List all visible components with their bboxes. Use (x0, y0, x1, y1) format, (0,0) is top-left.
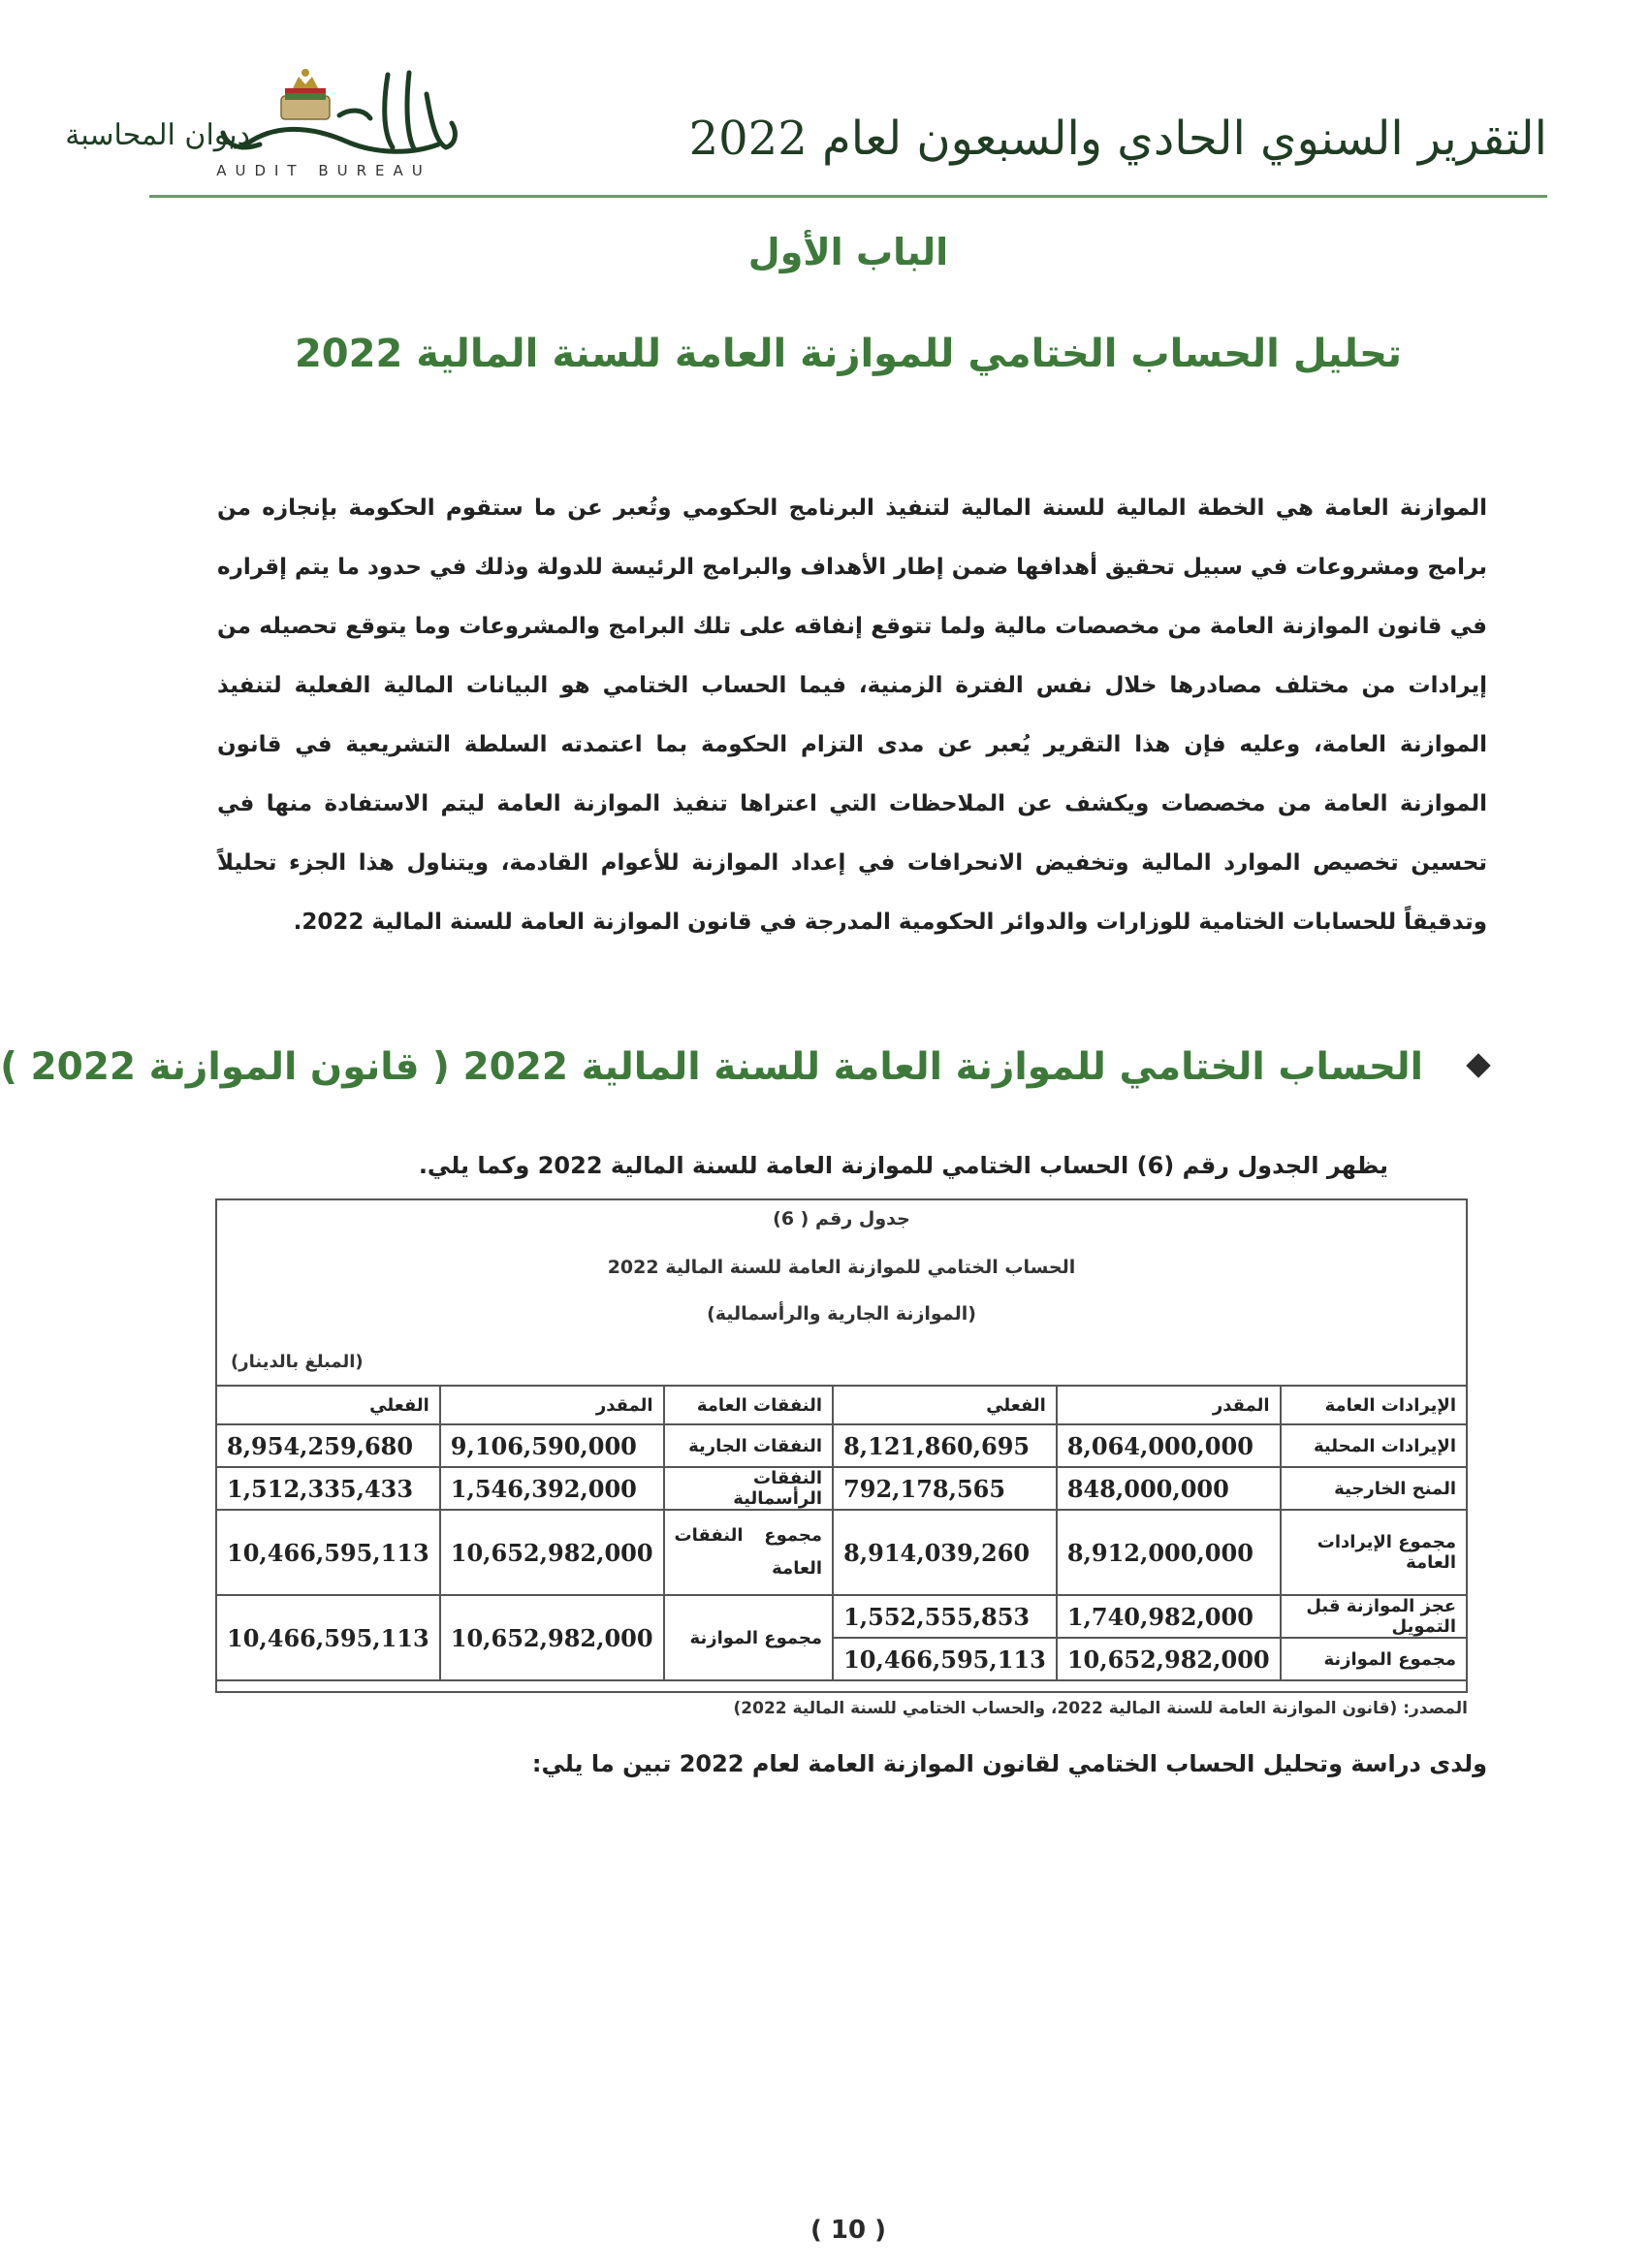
header-exp-estimated: المقدر (440, 1386, 664, 1424)
rev-total-actual: 10,466,595,113 (833, 1638, 1057, 1680)
svg-text:ديوان المحاسبة: ديوان المحاسبة (65, 118, 250, 152)
page-number: ( 10 ) (809, 2216, 887, 2245)
table-subtitle: (الموازنة الجارية والرأسمالية) (707, 1303, 976, 1325)
intro-paragraph: الموازنة العامة هي الخطة المالية للسنة المالية لتنفيذ البرنامج الحكومي وتُعبر عن ما ستقوم الحكومة بإنجازه من برامج ومشروعات في سبيل تحقيق أهدافها ضمن إطار الأهداف والبرامج الرئيسة للدولة وذلك في حدود ما يتم إقراره في قانون الموازنة العامة من مخصصات مالية ولما تتوقع إنفاقه على تلك البرامج والمشروعات وما يتوقع تحصيله من إيرادات من مختلف مصادرها خلال نفس الفترة الزمنية، فيما الحساب الختامي هو البيانات المالية الفعلية لتنفيذ الموازنة العامة، وعليه فإن هذا التقرير يُعبر عن مدى التزام الحكومة بما اعتمدته السلطة التشريعية في قانون الموازنة العامة من مخصصات ويكشف عن الملاحظات التي اعتراها تنفيذ الموازنة العامة ليتم الاستفادة منها في تحسين تخصيص الموارد المالية وتخفيض الانحرافات في إعداد الموازنة للأعوام القادمة، ويتناول هذا الجزء تحليلاً وتدقيقاً للحسابات الختامية للوزارات والدوائر الحكومية المدرجة في قانون الموازنة العامة للسنة المالية 2022. (217, 495, 1487, 935)
exp-estimated: 10,652,982,000 (440, 1510, 664, 1595)
exp-estimated: 1,546,392,000 (440, 1467, 664, 1510)
header-expenditures: النفقات العامة (664, 1386, 834, 1424)
rev-total-label: مجموع الموازنة (1281, 1638, 1467, 1680)
chapter-label: الباب الأول (747, 231, 949, 273)
rev-total-estimated: 10,652,982,000 (1057, 1638, 1281, 1680)
rev-label: المنح الخارجية (1281, 1467, 1467, 1510)
table-header-row (216, 1386, 1467, 1424)
rev-estimated: 8,912,000,000 (1057, 1510, 1281, 1595)
budget-data-table (215, 1385, 1468, 1681)
section-heading (0, 1045, 1487, 1113)
chapter-title: تحليل الحساب الختامي للموازنة العامة للسنة المالية 2022 (294, 332, 1403, 376)
logo-subtitle: AUDIT BUREAU (216, 162, 431, 179)
exp-actual: 10,466,595,113 (216, 1510, 440, 1595)
crown-emblem-icon (281, 69, 330, 119)
header-rev-estimated: المقدر (1057, 1386, 1281, 1424)
closing-line: ولدى دراسة وتحليل الحساب الختامي لقانون الموازنة العامة لعام 2022 تبين ما يلي: (531, 1750, 1487, 1777)
budget-table (215, 1198, 1468, 1693)
exp-label: النفقات الرأسمالية (664, 1467, 834, 1510)
table-name: الحساب الختامي للموازنة العامة للسنة المالية 2022 (607, 1257, 1076, 1278)
exp-actual: 1,512,335,433 (216, 1467, 440, 1510)
header-revenues: الإيرادات العامة (1281, 1386, 1467, 1424)
exp-total-label: مجموع الموازنة (664, 1595, 834, 1680)
table-source: المصدر: (قانون الموازنة العامة للسنة المالية 2022، والحساب الختامي للسنة المالية 2022) (733, 1699, 1468, 1718)
rev-actual: 792,178,565 (833, 1467, 1057, 1510)
report-title: التقرير السنوي الحادي والسبعون لعام 2022 (688, 112, 1547, 166)
header-rev-actual: الفعلي (833, 1386, 1057, 1424)
rev-estimated: 8,064,000,000 (1057, 1424, 1281, 1467)
table-row (216, 1510, 1467, 1595)
table-row-deficit (216, 1595, 1467, 1638)
rev-label: مجموع الإيرادات العامة (1281, 1510, 1467, 1595)
rev-actual: 8,914,039,260 (833, 1510, 1057, 1595)
page-header (65, 53, 1547, 197)
exp-label: مجموع النفقات العامة (664, 1510, 834, 1595)
exp-label: النفقات الجارية (664, 1424, 834, 1467)
deficit-actual: 1,552,555,853 (833, 1595, 1057, 1638)
exp-total-actual: 10,466,595,113 (216, 1595, 440, 1680)
calligraphy-icon (223, 73, 455, 151)
table-unit: (المبلغ بالدينار) (231, 1352, 364, 1372)
header-divider (149, 195, 1547, 198)
table-row (216, 1424, 1467, 1467)
table-intro: يظهر الجدول رقم (6) الحساب الختامي للموازنة العامة للسنة المالية 2022 وكما يلي. (418, 1152, 1388, 1179)
rev-actual: 8,121,860,695 (833, 1424, 1057, 1467)
rev-label: الإيرادات المحلية (1281, 1424, 1467, 1467)
exp-total-estimated: 10,652,982,000 (440, 1595, 664, 1680)
deficit-label: عجز الموازنة قبل التمويل (1281, 1595, 1467, 1638)
section-heading-text: الحساب الختامي للموازنة العامة للسنة المالية 2022 ( قانون الموازنة 2022 ) (0, 1045, 1423, 1089)
diamond-bullet-icon (1466, 1053, 1490, 1077)
table-caption: جدول رقم ( 6) (773, 1208, 910, 1230)
table-row (216, 1467, 1467, 1510)
deficit-estimated: 1,740,982,000 (1057, 1595, 1281, 1638)
exp-estimated: 9,106,590,000 (440, 1424, 664, 1467)
rev-estimated: 848,000,000 (1057, 1467, 1281, 1510)
header-exp-actual: الفعلي (216, 1386, 440, 1424)
exp-actual: 8,954,259,680 (216, 1424, 440, 1467)
